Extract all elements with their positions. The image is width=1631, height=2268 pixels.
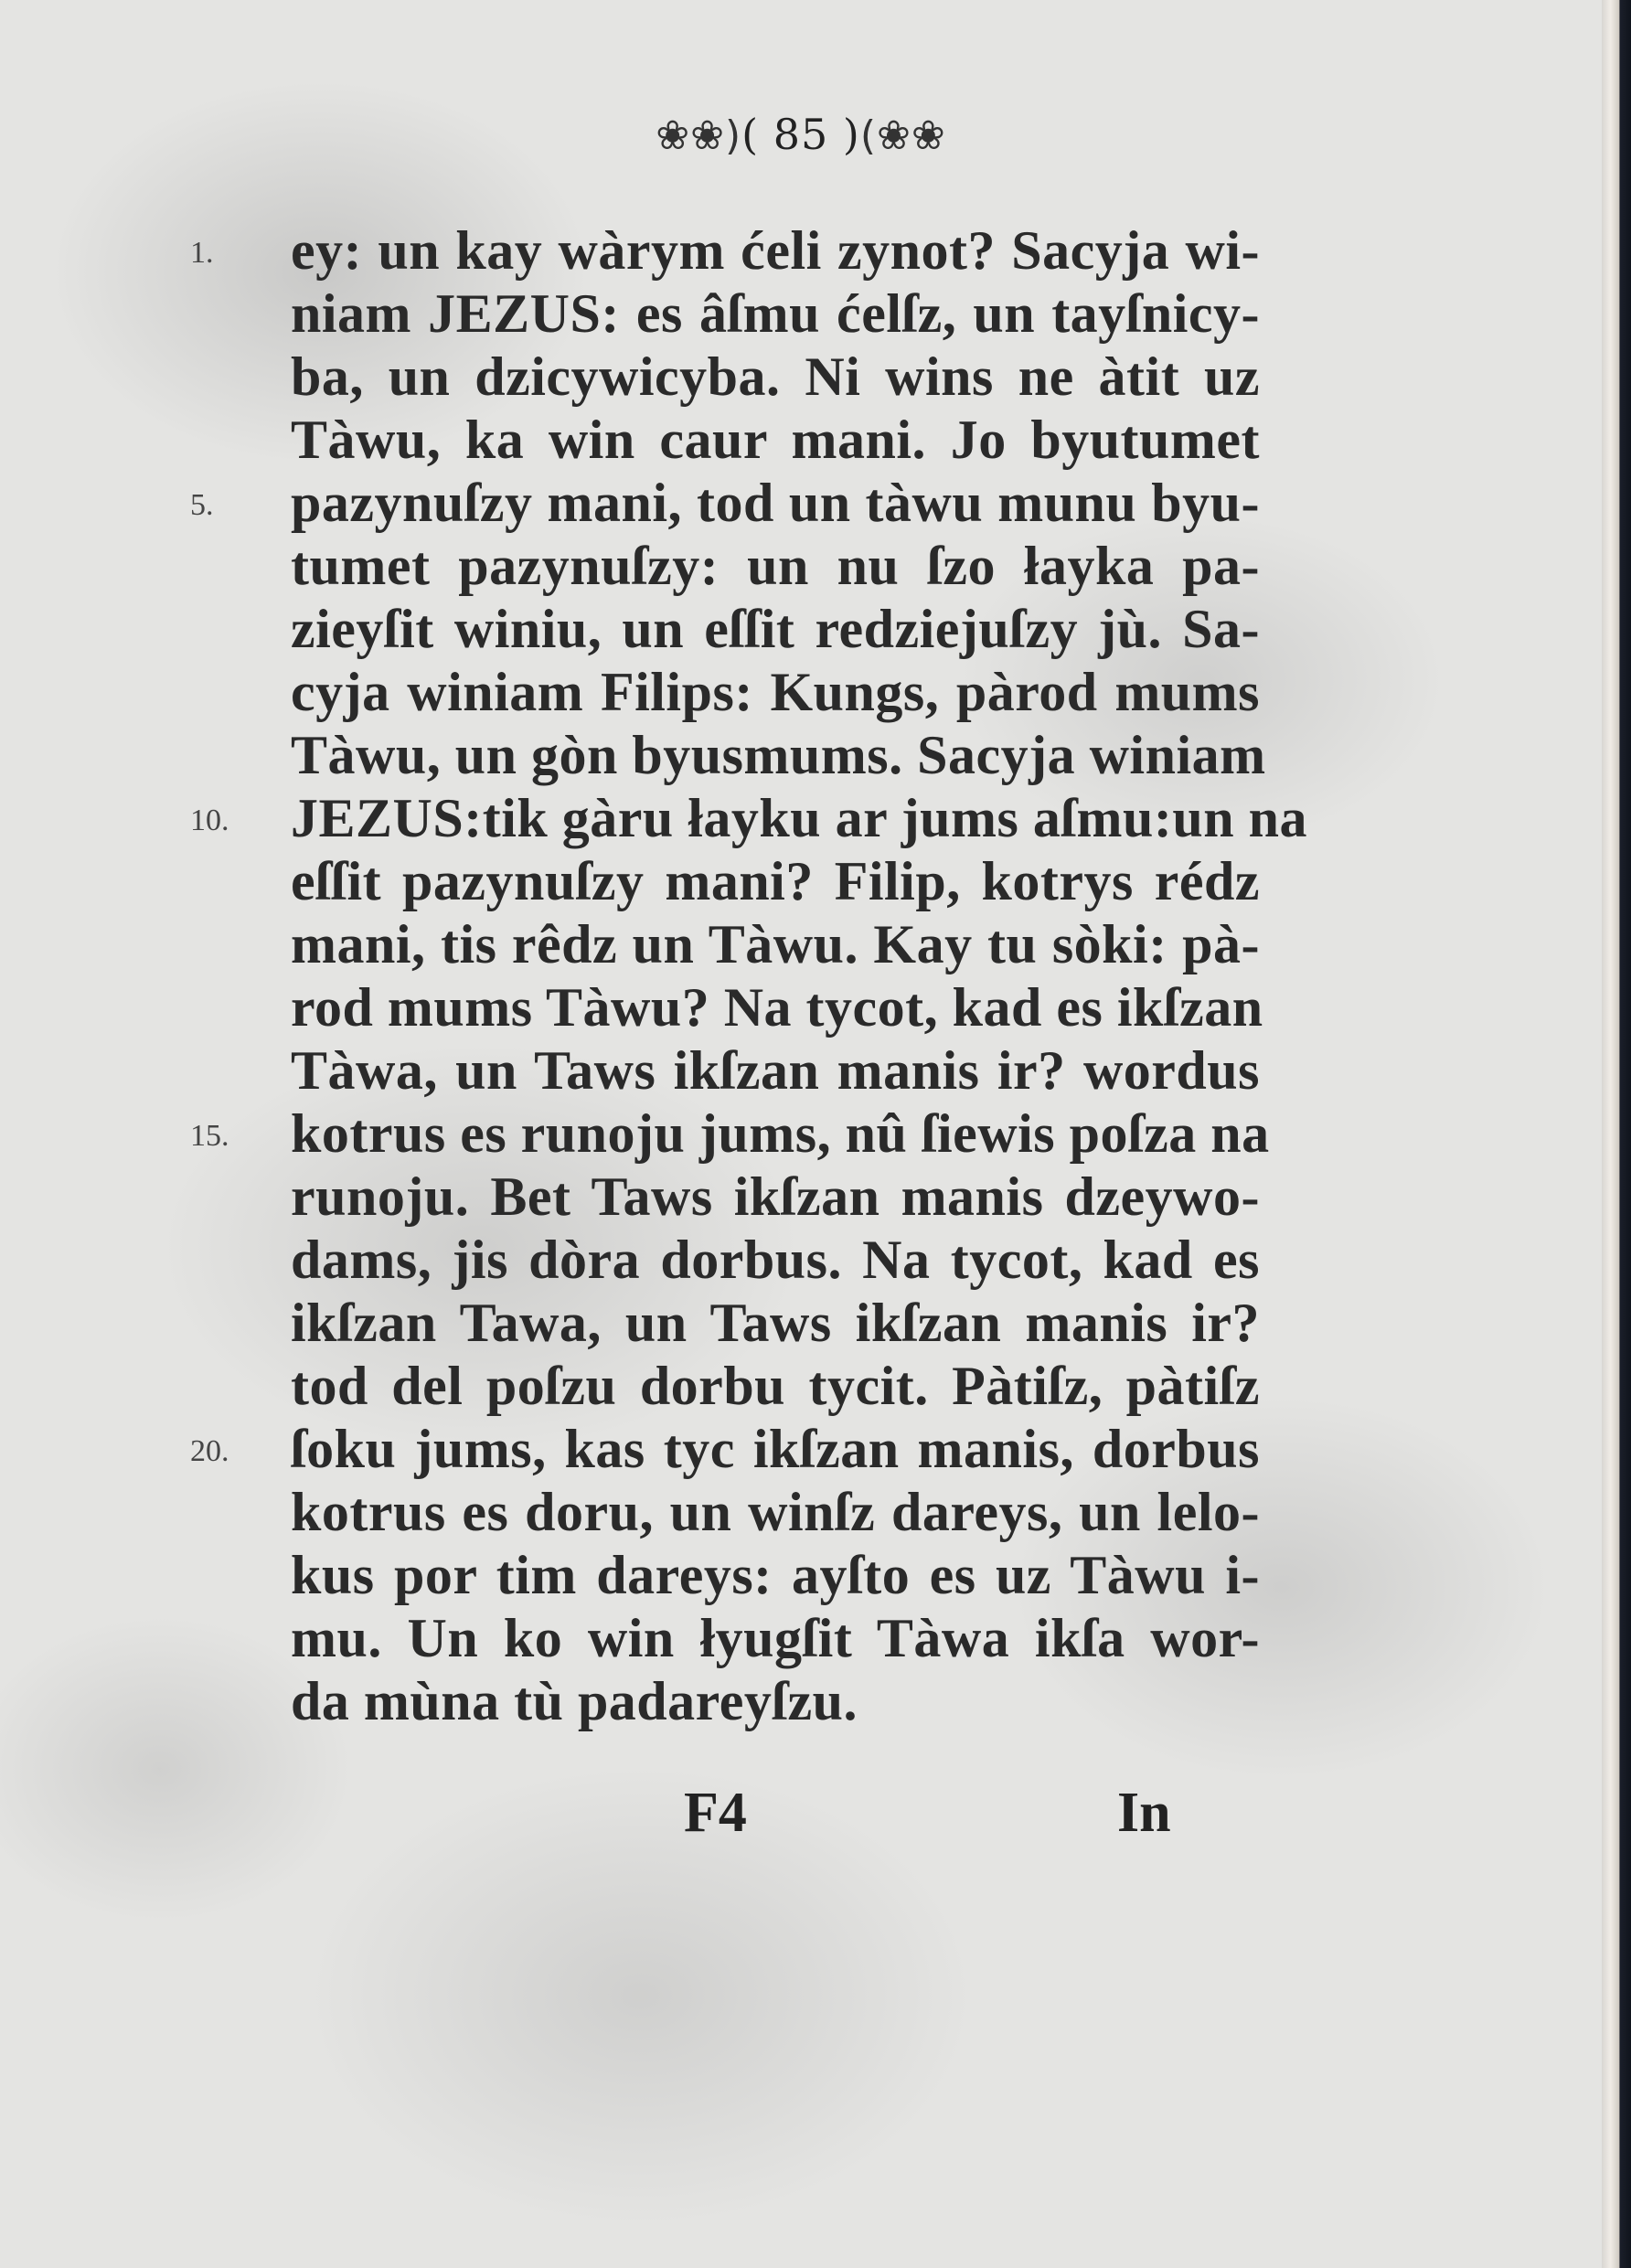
page-edge [1602,0,1631,2268]
text-line: da mùna tù padareyſzu. [291,1671,858,1731]
text-line: cyja winiam Filips: Kungs, pàrod mums [291,662,1260,722]
text-line: eſſit pazynuſzy mani? Filip, kotrys rédz [291,851,1260,911]
text-line: ikſzan Tawa, un Taws ikſzan manis ir? [291,1293,1260,1353]
text-line: kotrus es doru, un winſz dareys, un lelo- [291,1482,1260,1542]
text-line: mu. Un ko win łyugſit Tàwa ikſa wor- [291,1608,1260,1668]
text-line: ſoku jums, kas tyc ikſzan manis, dorbus [291,1419,1260,1479]
signature-mark: F4 [684,1782,747,1844]
text-line: kotrus es runoju jums, nû ſiewis poſza na [291,1103,1270,1164]
text-line: dams, jis dòra dorbus. Na tycot, kad es [291,1230,1260,1290]
text-line: tod del poſzu dorbu tycit. Pàtiſz, pàtiſz [291,1356,1260,1416]
text-line: kus por tim dareys: ayſto es uz Tàwu i- [291,1545,1260,1605]
line-number: 5. [190,488,214,522]
line-number: 1. [190,236,214,270]
text-line: Tàwu, un gòn byusmums. Sacyja winiam [291,725,1266,785]
text-line: Tàwa, un Taws ikſzan manis ir? wordus [291,1040,1260,1101]
text-line: Tàwu, ka win caur mani. Jo byutumet [291,410,1260,470]
text-line: ba, un dzicywicyba. Ni wins ne àtit uz [291,346,1260,407]
text-line: mani, tis rêdz un Tàwu. Kay tu sòki: pà- [291,914,1260,974]
line-number: 10. [190,804,229,837]
line-number: 20. [190,1434,229,1468]
line-number: 15. [190,1119,229,1153]
text-line: JEZUS:tik gàru łayku ar jums aſmu:un na [291,788,1307,848]
ornament-left-icon: ❀❀) [656,112,742,159]
text-line: rod mums Tàwu? Na tycot, kad es ikſzan [291,977,1263,1038]
ornament-right-icon: (❀❀ [859,112,946,159]
catchword: In [1117,1782,1171,1844]
page-header [0,110,1602,159]
text-line: ey: un kay wàrym ćeli zynot? Sacyja wi- [291,220,1260,281]
body-text [291,219,1307,1733]
text-line: zieyſit winiu, un eſſit redziejuſzy jù. Sa- [291,599,1260,659]
text-line: niam JEZUS: es âſmu ćelſz, un tayſnicy- [291,283,1260,344]
text-line: tumet pazynuſzy: un nu ſzo łayka pa- [291,536,1260,596]
text-line: runoju. Bet Taws ikſzan manis dzeywo- [291,1166,1260,1227]
text-line: pazynuſzy mani, tod un tàwu munu byu- [291,473,1260,533]
page-number: ( 85 ) [741,110,860,159]
